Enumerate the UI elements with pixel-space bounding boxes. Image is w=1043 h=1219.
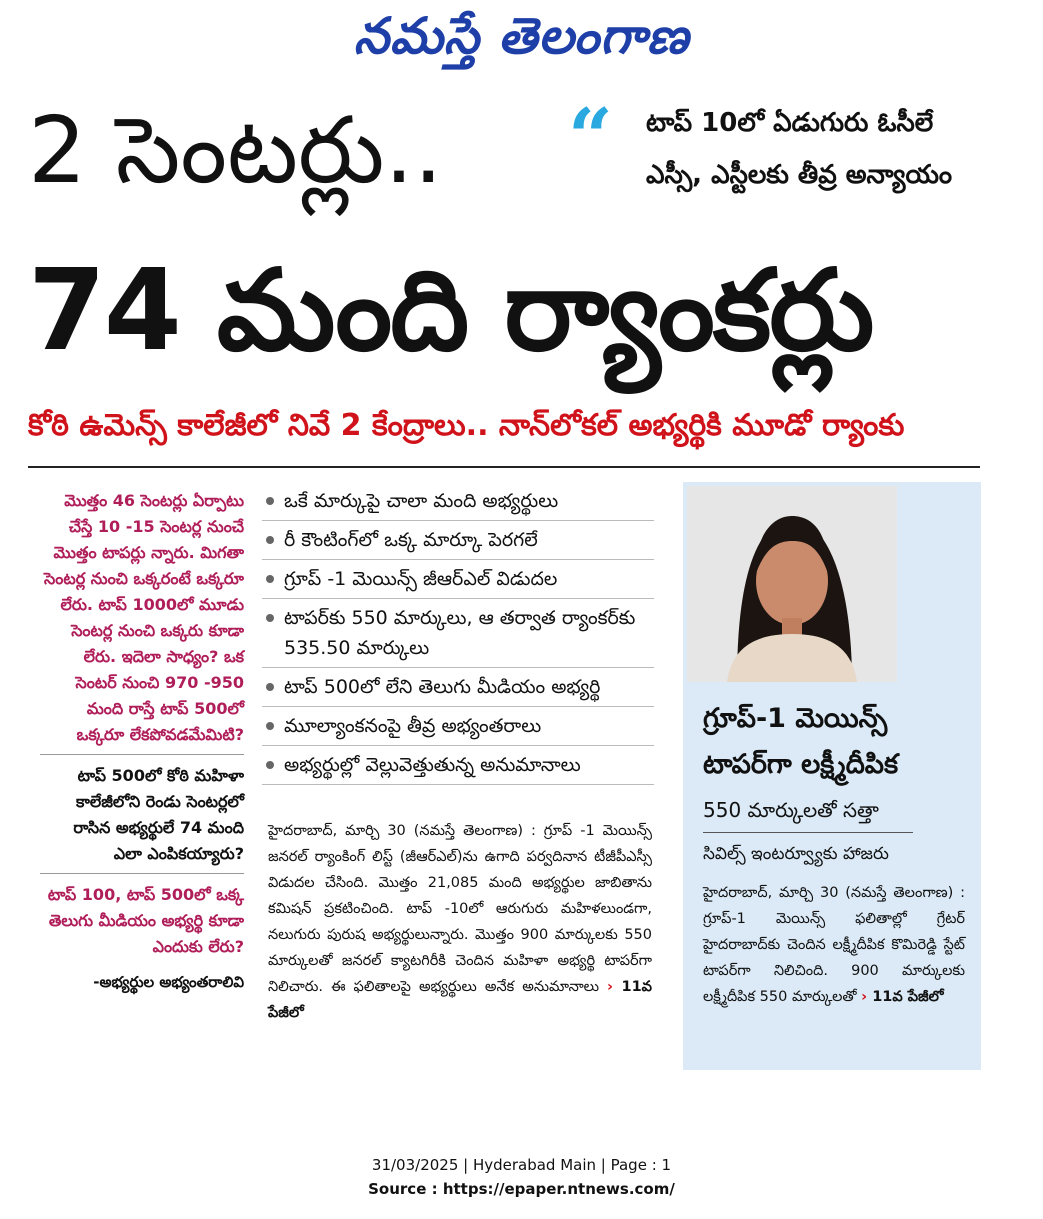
continued-link[interactable]: 11వ పేజీలో <box>872 989 944 1005</box>
bullet-icon <box>266 614 274 622</box>
bullet-icon <box>266 761 274 769</box>
list-item: ఒకే మార్కుపై చాలా మంది అభ్యర్థులు <box>262 486 654 521</box>
list-item: మూల్యాంకనంపై తీవ్ర అభ్యంతరాలు <box>262 711 654 746</box>
left-signature: -అభ్యర్థుల అభ్యంతరాలివి <box>93 973 244 991</box>
divider <box>40 754 244 755</box>
person-photo-icon <box>687 486 897 682</box>
list-item: అభ్యర్థుల్లో వెల్లువెత్తుతున్న అనుమానాలు <box>262 750 654 785</box>
subheadline: కోఠి ఉమెన్స్ కాలేజీలో నివే 2 కేంద్రాలు.. నాన్‌లోకల్ అభ్యర్థికి మూడో ర్యాంకు <box>28 408 905 443</box>
footer-date-page: 31/03/2025 | Hyderabad Main | Page : 1 <box>371 1156 672 1174</box>
divider <box>703 832 913 833</box>
topper-photo <box>687 486 897 682</box>
continued-arrow-icon: › <box>861 989 873 1005</box>
quote-mark-icon: “ <box>568 92 613 183</box>
bullet-icon <box>266 536 274 544</box>
footer-source[interactable]: Source : https://epaper.ntnews.com/ <box>368 1180 675 1198</box>
list-item: టాపర్‌కు 550 మార్కులు, ఆ తర్వాత ర్యాంకర్‌కు 535.50 మార్కులు <box>262 603 654 668</box>
sidebar-body: హైదరాబాద్, మార్చి 30 (నమస్తే తెలంగాణ) : గ్రూప్-1 మెయిన్స్ ఫలితాల్లో గ్రేటర్ హైదరాబాద్‌కు చెందిన లక్ష్మీదీపిక కొమిరెడ్డి స్టేట్ టాపర్‌గా నిలిచింది. 900 మార్కులకు లక్ష్మీదీపిక 550 మార్కులతో › 11వ పేజీలో <box>703 885 965 1005</box>
left-paragraph-2: టాప్ 500లో కోఠి మహిళా కాలేజీలోని రెండు సెంటర్లలో రాసిన అభ్యర్థులే 74 మంది ఎలా ఎంపికయ్యారు? <box>73 766 244 863</box>
sidebar-subheading-1: 550 మార్కులతో సత్తా <box>703 798 879 822</box>
bullet-icon <box>266 497 274 505</box>
headline-line-1: 2 సెంటర్లు.. <box>28 97 443 204</box>
divider <box>40 873 244 874</box>
bullet-list <box>262 486 654 789</box>
list-item: రీ కౌంటింగ్‌లో ఒక్క మార్కూ పెరగలే <box>262 525 654 560</box>
main-article-body: హైదరాబాద్, మార్చి 30 (నమస్తే తెలంగాణ) : గ్రూప్ -1 మెయిన్స్ జనరల్ ర్యాంకింగ్ లిస్ట్ (జీఆర్‌ఎల్)ను ఉగాది పర్వదినాన టీజీపీఎస్సీ విడుదల చేసింది. మొత్తం 21,085 మంది అభ్యర్థుల జాబితాను కమిషన్ ప్రకటించింది. టాప్ -10లో ఆరుగురు మహిళలుండగా, నలుగురు పురుష అభ్యర్థులున్నారు. మొత్తం 900 మార్కులకు 550 మార్కులతో జనరల్ క్యాటగిరీకి చెందిన మహిళా అభ్యర్థి టాపర్‌గా నిలిచారు. ఈ ఫలితాలపై అభ్యర్థులు అనేక అనుమానాలు › 11వ పేజీలో <box>268 823 652 1021</box>
masthead-logo: నమస్తే తెలంగాణ <box>353 6 690 65</box>
bullet-icon <box>266 683 274 691</box>
left-paragraph-3: టాప్ 100, టాప్ 500లో ఒక్క తెలుగు మీడియం అభ్యర్థి కూడా ఎందుకు లేరు? <box>47 885 244 956</box>
sidebar-headline: గ్రూప్-1 మెయిన్స్ టాపర్‌గా లక్ష్మీదీపిక <box>703 703 899 780</box>
list-item: గ్రూప్ -1 మెయిన్స్ జీఆర్‌ఎల్ విడుదల <box>262 564 654 599</box>
pullquote-line-2: ఎస్సీ, ఎస్టీలకు తీవ్ర అన్యాయం <box>646 160 953 190</box>
continued-link[interactable]: 11వ పేజీలో <box>268 979 652 1021</box>
headline-line-2: 74 మంది ర్యాంకర్లు <box>28 246 873 376</box>
sidebar-subheading-2: సివిల్స్ ఇంటర్వ్యూకు హాజరు <box>703 844 889 864</box>
left-column <box>40 488 244 994</box>
continued-arrow-icon: › <box>607 979 622 995</box>
divider <box>28 466 980 468</box>
list-item: టాప్ 500లో లేని తెలుగు మీడియం అభ్యర్థి <box>262 672 654 707</box>
left-paragraph-1: మొత్తం 46 సెంటర్లు ఏర్పాటు చేస్తే 10 -15 సెంటర్ల నుంచే మొత్తం టాపర్లు న్నారు. మిగతా సెంటర్ల నుంచి ఒక్కరంటే ఒక్కరూ లేరు. టాప్ 1000లో మూడు సెంటర్ల నుంచి ఒక్కరు కూడా లేరు. ఇదెలా సాధ్యం? ఒక సెంటర్ నుంచి 970 -950 మంది రాస్తే టాప్ 500లో ఒక్కరూ లేకపోవడమేమిటి? <box>44 491 244 744</box>
bullet-icon <box>266 575 274 583</box>
sidebar-story <box>683 482 981 1070</box>
bullet-icon <box>266 722 274 730</box>
pullquote-line-1: టాప్ 10లో ఏడుగురు ఓసీలే <box>646 108 934 138</box>
